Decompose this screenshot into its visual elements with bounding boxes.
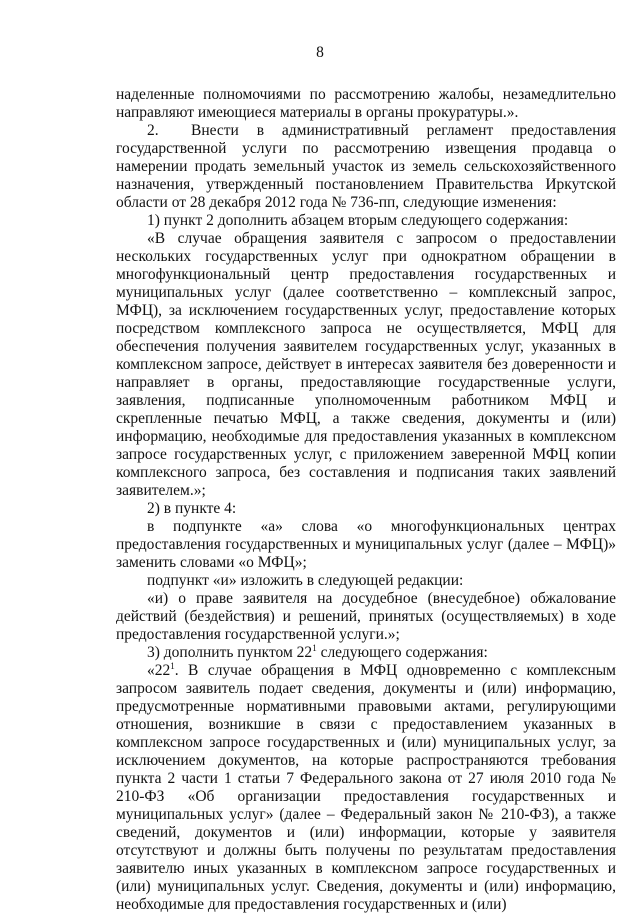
item-number: 2. xyxy=(147,122,159,139)
page-number: 8 xyxy=(316,44,324,61)
subitem-3-text-start: 3) дополнить пунктом 22 xyxy=(147,644,313,661)
paragraph-subitem-1: 1) пункт 2 дополнить абзацем вторым следующего содержания: xyxy=(147,212,569,229)
point-22-label: «22 xyxy=(147,662,171,679)
paragraph-continuation: наделенные полномочиями по рассмотрению жалобы, незамедлительно направляют имеющиеся материалы в органы прокуратуры.». xyxy=(116,86,616,121)
paragraph-subpoint-i: подпункт «и» изложить в следующей редакции: xyxy=(147,572,464,589)
paragraph-quote-mfc: «В случае обращения заявителя с запросом о предоставлении нескольких государственных услуг при однократном обращении в многофункциональный центр предоставления государственных и муниципальных услуг (далее соответственно – комплексный запрос, МФЦ), за исключением государственных услуг, предоставление которых посредством комплексного запроса не осуществляется, МФЦ для обеспечения получения заявителем государственных услуг, указанных в комплексном запросе, действует в интересах заявителя без доверенности и направляет в органы, предоставляющие государственные услуги, заявления, подписанные уполномоченным работником МФЦ и скрепленные печатью МФЦ, а также сведения, документы и (или) информацию, необходимые для предоставления указанных в комплексном запросе государственных услуг, с приложением заверенной МФЦ копии комплексного запроса, без составления и подписания таких заявлений заявителем.»; xyxy=(116,230,616,499)
paragraph-subpoint-a: в подпункте «а» слова «о многофункциональных центрах предоставления государственных и муниципальных услуг (далее – МФЦ)» заменить словами «о МФЦ»; xyxy=(116,518,616,571)
paragraph-item-2-text: Внести в административный регламент предоставления государственной услуги по рассмотрению извещения продавца о намерении продать земельный участок из земель сельскохозяйственного назначения, утвержденный постановлением Правительства Иркутской области от 28 декабря 2012 года № 736-пп, следующие изменения: xyxy=(116,122,616,211)
paragraph-subitem-2: 2) в пункте 4: xyxy=(147,500,237,517)
paragraph-quote-i: «и) о праве заявителя на досудебное (внесудебное) обжалование действий (бездействия) и решений, принятых (осуществляемых) в ходе предоставления государственной услуги.»; xyxy=(116,590,616,643)
paragraph-subitem-3 xyxy=(116,644,616,662)
document-body xyxy=(116,86,616,914)
superscript: 1 xyxy=(170,660,175,671)
superscript: 1 xyxy=(312,642,317,653)
paragraph-item-2 xyxy=(116,122,616,212)
paragraph-point-22-1 xyxy=(116,662,616,914)
point-22-text: . В случае обращения в МФЦ одновременно с комплексным запросом заявитель подает сведения, документы и (или) информацию, предусмотренные нормативными правовыми актами, регулирующими отношения, возникшие в связи с предоставлением указанных в комплексном запросе государственных и (или) муниципальных услуг, за исключением документов, на которые распространяются требования пункта 2 части 1 статьи 7 Федерального закона от 27 июля 2010 года № 210-ФЗ «Об организации предоставления государственных и муниципальных услуг» (далее – Федеральный закон № 210-ФЗ), а также сведений, документов и (или) информации, которые у заявителя отсутствуют и должны быть получены по результатам предоставления заявителю иных указанных в комплексном запросе государственных и (или) муниципальных услуг. Сведения, документы и (или) информацию, необходимые для предоставления государственных и (или) xyxy=(116,662,616,913)
subitem-3-text-end: следующего содержания: xyxy=(316,644,488,661)
